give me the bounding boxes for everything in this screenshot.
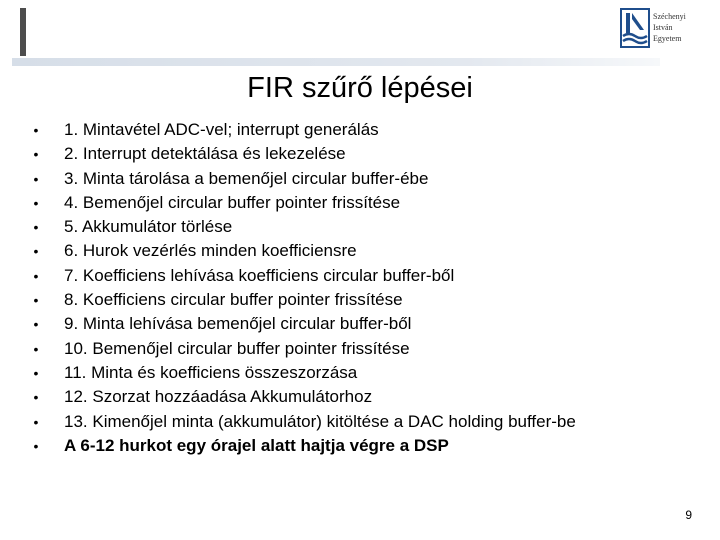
- list-item: [30, 337, 710, 361]
- bullet-icon: •: [33, 170, 39, 187]
- list-item-text: 7. Koefficiens lehívása koefficiens circular buffer-ből: [64, 265, 455, 285]
- logo-line-2: István: [653, 23, 673, 32]
- list-item: [30, 410, 710, 434]
- bullet-icon: •: [33, 364, 39, 381]
- list-item-text: 11. Minta és koefficiens összeszorzása: [64, 362, 358, 382]
- list-item: [30, 361, 710, 385]
- list-item: [30, 142, 710, 166]
- list-item-text: 2. Interrupt detektálása és lekezelése: [64, 144, 346, 164]
- list-item-text: 9. Minta lehívása bemenőjel circular buffer-ből: [64, 314, 412, 334]
- list-item: [30, 312, 710, 336]
- list-item: [30, 385, 710, 409]
- logo-line-3: Egyetem: [653, 34, 682, 43]
- list-item: [30, 239, 710, 263]
- bullet-icon: •: [33, 122, 39, 138]
- list-item-text: 8. Koefficiens circular buffer pointer frissítése: [64, 290, 403, 310]
- bullet-icon: •: [33, 389, 39, 406]
- university-logo: [620, 8, 716, 56]
- decorative-vertical-bar: [20, 8, 26, 56]
- slide-title: FIR szűrő lépései: [247, 72, 473, 104]
- list-item: [30, 167, 710, 191]
- list-item-text: 4. Bemenőjel circular buffer pointer frissítése: [64, 192, 401, 212]
- step-list: [30, 118, 710, 458]
- list-item-text: A 6-12 hurkot egy órajel alatt hajtja végre a DSP: [64, 435, 449, 455]
- list-item-text: 12. Szorzat hozzáadása Akkumulátorhoz: [64, 387, 373, 407]
- bullet-icon: •: [33, 267, 39, 284]
- logo-line-1: Széchenyi: [653, 12, 686, 21]
- university-name: [653, 11, 686, 44]
- bullet-icon: •: [33, 219, 39, 236]
- list-item-text: 1. Mintavétel ADC-vel; interrupt generálás: [64, 120, 379, 139]
- list-item: [30, 215, 710, 239]
- list-item: [30, 118, 710, 142]
- bullet-icon: •: [33, 413, 39, 430]
- bullet-icon: •: [33, 194, 39, 211]
- list-item-summary: [30, 434, 710, 458]
- list-item: [30, 191, 710, 215]
- decorative-header-bar: [12, 58, 660, 66]
- page-number: 9: [685, 508, 692, 522]
- list-item-text: 13. Kimenőjel minta (akkumulátor) kitöltése a DAC holding buffer-be: [64, 411, 576, 431]
- bullet-icon: •: [33, 243, 39, 260]
- list-item-text: 5. Akkumulátor törlése: [64, 217, 233, 237]
- university-emblem-icon: [620, 8, 650, 48]
- bullet-icon: •: [33, 146, 39, 163]
- bullet-icon: •: [33, 340, 39, 357]
- list-item-text: 6. Hurok vezérlés minden koefficiensre: [64, 241, 357, 261]
- list-item: [30, 264, 710, 288]
- bullet-icon: •: [33, 292, 39, 309]
- list-item: [30, 288, 710, 312]
- list-item-text: 3. Minta tárolása a bemenőjel circular buffer-ébe: [64, 168, 429, 188]
- list-item-text: 10. Bemenőjel circular buffer pointer frissítése: [64, 338, 410, 358]
- bullet-icon: •: [33, 437, 39, 454]
- bullet-icon: •: [33, 316, 39, 333]
